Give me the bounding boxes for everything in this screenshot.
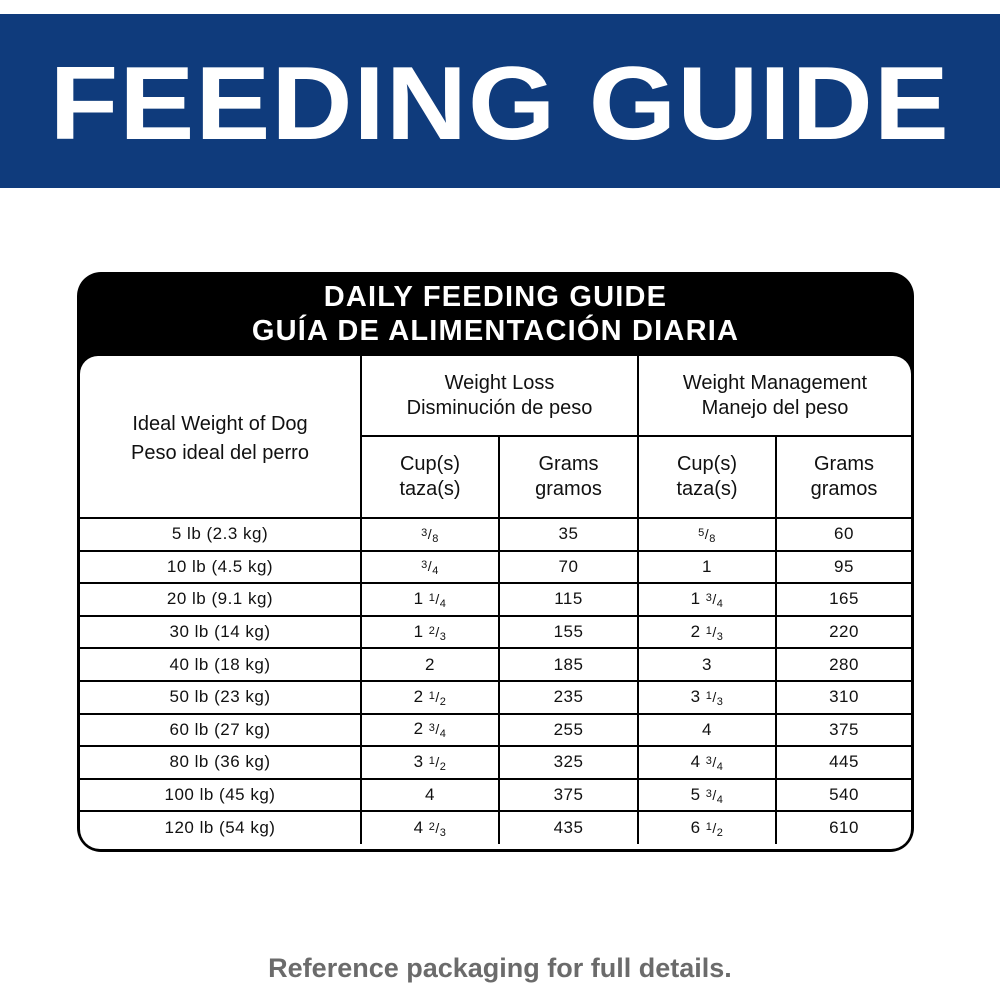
numerator: 3 (705, 591, 713, 604)
fraction-slash: / (435, 590, 440, 607)
numerator: 1 (705, 820, 713, 833)
denominator: 3 (716, 695, 724, 708)
management-cups-cell (638, 551, 776, 584)
management-cups-cell (638, 779, 776, 812)
loss-grams-cell: 375 (499, 779, 638, 812)
fraction (705, 819, 724, 839)
cups-label-english: Cup(s) (399, 453, 460, 475)
weight-management-spanish: Manejo del peso (701, 396, 849, 419)
loss-cups-cell (361, 714, 499, 747)
fraction-slash: / (712, 819, 717, 836)
dog-weight-cell: 40 lb (18 kg) (80, 648, 361, 681)
whole-cups: 2 (413, 686, 429, 706)
loss-cups-cell (361, 811, 499, 844)
whole-cups: 3 (702, 654, 712, 674)
fraction (428, 753, 447, 773)
table-row (80, 616, 911, 649)
loss-grams-cell: 35 (499, 518, 638, 551)
whole-cups: 3 (413, 751, 429, 771)
loss-cups-cell (361, 648, 499, 681)
fraction (428, 623, 447, 643)
denominator: 2 (716, 826, 724, 839)
dog-weight-cell: 5 lb (2.3 kg) (80, 518, 361, 551)
loss-cups-cell (361, 551, 499, 584)
card-title-spanish: GUÍA DE ALIMENTACIÓN DIARIA (251, 315, 740, 347)
cups-label-spanish: taza(s) (676, 478, 738, 500)
fraction (428, 688, 447, 708)
management-cups-cell (638, 616, 776, 649)
fraction-slash: / (704, 525, 710, 542)
grams-label-spanish: gramos (535, 478, 602, 500)
whole-cups: 2 (413, 719, 429, 739)
whole-cups: 2 (690, 621, 706, 641)
whole-cups: 4 (702, 719, 712, 739)
feeding-table-body (80, 518, 911, 844)
management-grams-cell: 310 (776, 681, 911, 714)
fraction (705, 753, 724, 773)
whole-cups: 1 (413, 621, 429, 641)
fraction (705, 786, 724, 806)
numerator: 3 (421, 526, 428, 539)
management-grams-cell: 610 (776, 811, 911, 844)
denominator: 4 (432, 565, 439, 578)
numerator: 3 (705, 754, 713, 767)
card-header (77, 272, 914, 356)
fraction-slash: / (427, 558, 433, 575)
weight-header-spanish: Peso ideal del perro (131, 441, 309, 464)
weight-header-english: Ideal Weight of Dog (132, 412, 308, 435)
numerator: 3 (421, 559, 428, 572)
numerator: 2 (428, 820, 436, 833)
cups-label-spanish: taza(s) (399, 478, 461, 500)
management-grams-cell: 375 (776, 714, 911, 747)
fraction (428, 819, 447, 839)
fraction-slash: / (435, 753, 440, 770)
fraction (428, 721, 447, 741)
cups-label-english: Cup(s) (676, 453, 737, 475)
whole-cups: 4 (690, 751, 706, 771)
fraction-slash: / (712, 786, 717, 803)
fraction-slash: / (427, 525, 433, 542)
whole-cups: 4 (413, 817, 429, 837)
loss-grams-cell: 325 (499, 746, 638, 779)
management-cups-cell (638, 714, 776, 747)
footer-note: Reference packaging for full details. (268, 953, 732, 983)
loss-grams-header (499, 436, 638, 518)
banner-title: FEEDING GUIDE (49, 45, 951, 162)
fraction-slash: / (435, 721, 440, 738)
denominator: 4 (716, 760, 724, 773)
loss-cups-cell (361, 779, 499, 812)
weight-loss-english: Weight Loss (444, 371, 555, 394)
table-row (80, 583, 911, 616)
management-grams-cell: 60 (776, 518, 911, 551)
management-cups-header (638, 436, 776, 518)
dog-weight-cell: 120 lb (54 kg) (80, 811, 361, 844)
management-grams-cell: 280 (776, 648, 911, 681)
dog-weight-cell: 20 lb (9.1 kg) (80, 583, 361, 616)
fraction-slash: / (712, 623, 717, 640)
fraction (705, 688, 724, 708)
whole-cups: 1 (413, 588, 429, 608)
management-grams-cell: 165 (776, 583, 911, 616)
grams-label-spanish: gramos (810, 478, 878, 500)
management-cups-cell (638, 811, 776, 844)
denominator: 4 (439, 728, 447, 741)
denominator: 2 (439, 695, 447, 708)
loss-cups-cell (361, 681, 499, 714)
dog-weight-cell: 50 lb (23 kg) (80, 681, 361, 714)
table-row (80, 746, 911, 779)
whole-cups: 6 (690, 817, 706, 837)
management-cups-cell (638, 746, 776, 779)
grams-label-english: Grams (814, 453, 874, 475)
whole-cups: 2 (425, 654, 435, 674)
table-row (80, 648, 911, 681)
denominator: 8 (432, 532, 439, 545)
numerator: 1 (705, 689, 713, 702)
management-cups-cell (638, 681, 776, 714)
fraction-slash: / (435, 623, 440, 640)
fraction (428, 590, 447, 610)
weight-management-english: Weight Management (682, 371, 868, 394)
fraction-slash: / (435, 688, 440, 705)
numerator: 3 (705, 787, 713, 800)
numerator: 1 (428, 689, 436, 702)
denominator: 3 (716, 630, 724, 643)
table-row (80, 551, 911, 584)
management-cups-cell (638, 518, 776, 551)
numerator: 1 (705, 624, 713, 637)
whole-cups: 1 (702, 556, 712, 576)
grams-label-english: Grams (538, 453, 599, 475)
table-row (80, 518, 911, 551)
fraction-slash: / (712, 590, 717, 607)
fraction (705, 590, 724, 610)
loss-grams-cell: 185 (499, 648, 638, 681)
feeding-guide-banner (0, 14, 1000, 188)
numerator: 1 (428, 591, 436, 604)
fraction-slash: / (712, 688, 717, 705)
denominator: 8 (709, 532, 716, 545)
numerator: 1 (428, 754, 436, 767)
denominator: 2 (439, 760, 447, 773)
management-grams-cell: 445 (776, 746, 911, 779)
denominator: 3 (439, 630, 447, 643)
loss-cups-cell (361, 616, 499, 649)
fraction (705, 623, 724, 643)
feeding-table-container (80, 356, 911, 849)
loss-cups-cell (361, 583, 499, 616)
fraction (421, 525, 439, 545)
numerator: 3 (428, 722, 436, 735)
loss-cups-header (361, 436, 499, 518)
loss-grams-cell: 255 (499, 714, 638, 747)
management-grams-cell: 220 (776, 616, 911, 649)
loss-grams-cell: 115 (499, 583, 638, 616)
daily-feeding-guide-card (77, 272, 914, 852)
table-row (80, 681, 911, 714)
loss-grams-cell: 235 (499, 681, 638, 714)
loss-cups-cell (361, 746, 499, 779)
numerator: 5 (698, 526, 705, 539)
management-grams-cell: 540 (776, 779, 911, 812)
table-row (80, 714, 911, 747)
dog-weight-cell: 30 lb (14 kg) (80, 616, 361, 649)
whole-cups: 3 (690, 686, 706, 706)
weight-column-header (80, 356, 361, 518)
whole-cups: 4 (425, 785, 435, 805)
denominator: 4 (716, 597, 724, 610)
table-row (80, 811, 911, 844)
feeding-table (80, 356, 911, 844)
dog-weight-cell: 10 lb (4.5 kg) (80, 551, 361, 584)
fraction-slash: / (712, 753, 717, 770)
management-grams-cell: 95 (776, 551, 911, 584)
denominator: 4 (439, 597, 447, 610)
whole-cups: 5 (690, 784, 706, 804)
weight-loss-header (361, 356, 638, 436)
fraction-slash: / (435, 819, 440, 836)
management-grams-header (776, 436, 911, 518)
table-row (80, 779, 911, 812)
dog-weight-cell: 100 lb (45 kg) (80, 779, 361, 812)
dog-weight-cell: 80 lb (36 kg) (80, 746, 361, 779)
loss-grams-cell: 435 (499, 811, 638, 844)
numerator: 2 (428, 624, 436, 637)
card-title-english: DAILY FEEDING GUIDE (323, 281, 668, 313)
weight-loss-spanish: Disminución de peso (406, 396, 593, 419)
loss-cups-cell (361, 518, 499, 551)
dog-weight-cell: 60 lb (27 kg) (80, 714, 361, 747)
management-cups-cell (638, 583, 776, 616)
whole-cups: 1 (690, 588, 706, 608)
fraction (421, 558, 439, 578)
loss-grams-cell: 155 (499, 616, 638, 649)
management-cups-cell (638, 648, 776, 681)
denominator: 3 (439, 826, 447, 839)
denominator: 4 (716, 793, 724, 806)
weight-management-header (638, 356, 911, 436)
loss-grams-cell: 70 (499, 551, 638, 584)
fraction (698, 525, 716, 545)
